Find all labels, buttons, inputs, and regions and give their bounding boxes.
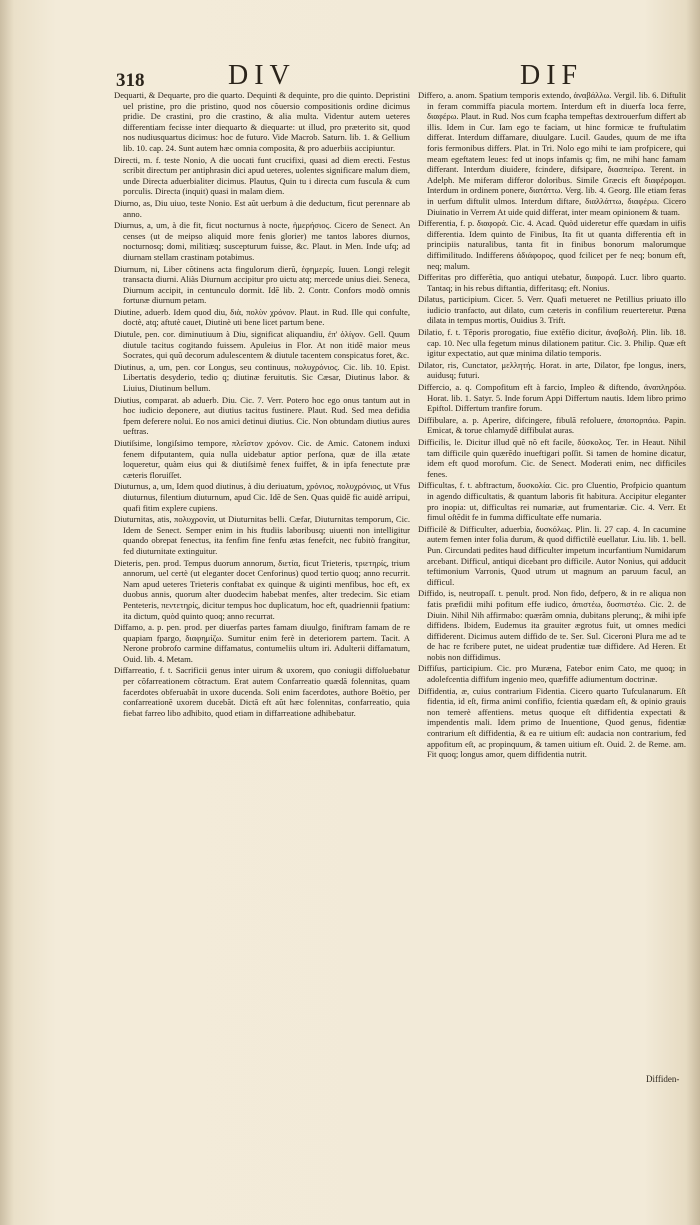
dictionary-entry: Diffido, is, neutropaſſ. t. penult. prod. Non fido, defpero, & in re aliqua non fatis præfidii mihi pofitum effe iudico, ἀπιστέω, δυσπιστέω. Cic. 2. de Diuin. Nihil Nih affirmabo: quærãm omnia, dubitans plerunq;, & mihi ipfe diffidens. Ibidem, Eudemus ita grauiter ægrotus fuit, ut omnes medici diffiderent. Dicimus autem diffido de te. Ser. Sul. Ciceroni Plura me ad te de hac re fcribere putet, ne uideat prudentiæ tuæ diffidere. Ad Heren. Et nobis non diffidimus. xyxy=(418,588,686,662)
dictionary-entry: Diffamo, a. p. pen. prod. per diuerfas partes famam diuulgo, finiftram famam de re quapiam fpargo, διαφημίζω. Sumitur enim ferè in deteriorem partem. Tacit. A Nerone probrofo carmine diffamatus, contumeliis ultum iri. Adulterii diffamatum, Ouid. lib. 4. Metam. xyxy=(114,622,410,664)
dictionary-entry: Diuturnus, a, um, Idem quod diutinus, à diu deriuatum, χρόνιος, πολυχρόνιος, ut Vfus diuturnus, filentium diuturnum, apud Cic. Idē de Sen. Quas quidē fic auidè arripui, quafi fitim explere cupiens. xyxy=(114,481,410,513)
dictionary-entry: Diuturnitas, atis, πολυχρονία, ut Diuturnitas belli. Cæfar, Diuturnitas temporum, Cic. Idem de Senect. Semper enim in his ftudiis laboribusq; uiuenti non intelligitur quando obrepat fenectus, ita fenfim fine fenfu ætas fenefcit, nec fubitò frangitur, fed diuturnitate extinguitur. xyxy=(114,514,410,556)
dictionary-entry: Diutinus, a, um, pen. cor Longus, seu continuus, πολυχρόνιος. Cic. lib. 10. Epist. Libertatis desyderio, tedio q; diutinæ feruitutis. Sic Cæsar, Diutinus labor. & Liuius, Diutinum bellum. xyxy=(114,361,410,394)
dictionary-entry: Dilator, ris, Cunctator, μελλητής. Horat. in arte, Dilator, fpe longus, iners, auidusq; futuri. xyxy=(418,359,686,381)
dictionary-entry: Directi, m. f. teste Nonio, A die uocati funt crucifixi, quasi ad diem erecti. Festus scribit directum per antiphrasin dici apud ueteres, uolentes significare malum diem, unde Directa aduerbialiter dicimus. Plautus, Quin tu i directa cum fuscula & cum porculis. Directa (inquit) quasi in malam diem. xyxy=(114,154,410,197)
dictionary-entry: Diffarreatio, f. t. Sacrificii genus inter uirum & uxorem, quo coniugii diffoluebatur per cõfarreationem cõtractum. Erat autem Confarreatio quædã folennitas, quam facerdotes obferuabãt in uxore ducenda. Soli enim facerdotes, authore Boëtio, per confarreationẽ uxorem ducebãt. Dictã eft aũt hæc folennitas, confarreatio, quia fiebat farreo libo adhibito, quod etiam in diffarreatione adhibebatur. xyxy=(114,665,410,718)
right-column xyxy=(418,90,686,761)
dictionary-entry: Difficilè & Difficulter, aduerbia, δυσκόλως. Plin. li. 27 cap. 4. In cacumine autem femen inter folia durum, & quod diffictilè euellatur. Liu. lib. 1. bell. Pun. Circundati pedites haud difficulter impetum incurfantium Numidarum arcebant. Difficul, antiqui dicebant pro difficile. Autor Nonius, qui adducit teftimonium Varronis, Quod utrum ut magnum an paruum facul, an difficul. xyxy=(418,523,686,587)
dictionary-entry: Diffibulare, a. p. Aperire, difcingere, fibulã refoluere, ἀποπορπάω. Papin. Emicat, & torue chlamydẽ diffibulat auras. xyxy=(418,414,686,436)
dictionary-entry: Dieteris, pen. prod. Tempus duorum annorum, διετία, ficut Trieteris, τριετηρίς, trium annorum, uel certè (ut eleganter docet Cenforinus) quod tertio quoq; anno recurrit. Nam apud ueteres Trieteris conftabat ex quinque & uiginti menfibus, hoc eft, ex duobus annis, quorum alter duodecim habebat menfes, alter tredecim. Sic etiam Penteteris, πεντετηρίς, dicitur tempus hoc duplicatum, hoc eft, quadriennii fpatium: ita dictum, quòd quinto quoq; anno recurrat. xyxy=(114,557,410,621)
dictionary-entry: Differcio, a. q. Compofitum eft à farcio, Impleo & diftendo, ἀναπληρόω. Horat. lib. 1. Satyr. 5. Inde forum Appi Differtum nautis. Idem libro primo Epiftol. Differtum tranfire forum. xyxy=(418,382,686,414)
catchword: Diffiden- xyxy=(646,1074,680,1084)
page-edge-shadow-right xyxy=(686,0,700,1225)
dictionary-entry: Diurnus, a, um, à die fit, ficut nocturnus à nocte, ἡμερήσιος. Cicero de Senect. An censes (ut de meipso aliquid more fenis glorier) me tantos labores diurnos, nocturnosq; domi, militiæq; suscepturum fuisse, &c. Plaut. in Men. Inde ufq; ad diurnam stellam crastinam potabimus. xyxy=(114,220,410,262)
left-column xyxy=(114,90,410,719)
dictionary-entry: Diutius, comparat. ab aduerb. Diu. Cic. 7. Verr. Potero hoc ego onus tantum aut in hoc iudicio deponere, aut diutius tacitus fustinere. Plaut. Rud. Sed mea defidia fpem deferere nolui. Eo nos amici detinui diutius. Cic. Non obtundam diutius aures ueftras. xyxy=(114,394,410,437)
dictionary-entry: Diutine, aduerb. Idem quod diu, διὰ, πολὺν χρόνον. Plaut. in Rud. Ille qui confulte, doctè, atq; aftutè cauet, Diutinè uti bene licet partum bene. xyxy=(114,306,410,328)
dictionary-entry: Diffiſus, participium. Cic. pro Muræna, Fatebor enim Cato, me quoq; in adolefcentia diffifum ingenio meo, quæfiffe adiumentum doctrinæ. xyxy=(418,663,686,685)
dictionary-entry: Dilatus, participium. Cicer. 5. Verr. Quafi metueret ne Petillius priuato illo iudicio tranfacto, aut dilato, cum cæteris in confilium reuerteretur. Pœna dilata in tempus mortis, Ouidius 3. Trift. xyxy=(418,294,686,326)
page-edge-shadow-left xyxy=(0,0,14,1225)
running-head-left: DIV xyxy=(228,60,296,91)
dictionary-entry: Difficultas, f. t. abftractum, δυσκολία. Cic. pro Cluentio, Profpicio quantum in agendo difficultatis, & quantum laboris fit habitura. Accipitur eleganter pro inopia: ut, difficultas rei numariæ, aut frumentariæ. Cic. 4. Verr. Et fimul oſtẽdit fe in fumma difficultate effe numaria. xyxy=(418,480,686,523)
dictionary-entry: Difficilis, le. Dicitur illud quẽ nõ eft facile, δύσκολος. Ter. in Heaut. Nihil tam difficile quin quærẽdo inueftigari poſſit. Si tamen de homine dicatur, idem eft quod morofum. Cic. de Senect. Moderati enim, nec difficiles fenes. xyxy=(418,437,686,479)
dictionary-entry: Diutule, pen. cor. diminutiuum à Diu, significat aliquandiu, ἐπ' ὀλίγον. Gell. Quum diutule tacitus cogitando fuissem. Apuleius in Flor. At non itidē maior meus Socrates, qui quũ decorum adulescentem & diutule tacentem conspicatus foret, &c. xyxy=(114,329,410,361)
page-number: 318 xyxy=(116,70,145,91)
dictionary-entry: Diurnum, ni, Liber cõtinens acta fingulorum dierũ, ἐφημερίς. Iuuen. Longi relegit transacta diurni. Aliàs Diurnum accipitur pro uictu atq; mercede unius diei. Seneca, Diurnum accipit, in centunculo dormit. Idē lib. 2. Contr. Confors modò omnis fortunæ diurnum petam. xyxy=(114,263,410,306)
dictionary-entry: Differentia, f. p. διαφορά. Cic. 4. Acad. Quòd uideretur effe quædam in uifis differentia. Idem quinto de Finibus, Ita fit ut quanta differentia eft in principiis naturalibus, tanta fit in finibus bonorum malorumque diffimilitudo. Indifferens ἀδιάφορος, quod fcilicet per fe neq; bonum eft, neq; malum. xyxy=(418,218,686,271)
dictionary-entry: Diutiſsime, longiſsimo tempore, πλεῖστον χρόνον. Cic. de Amic. Catonem induxi fenem difputantem, quia nulla uidebatur aptior perſona, quæ de illa ætate loqueretur, quàm eius qui & diutiſsimè fenex fuiffet, & in ipfa fenectute præ cæteris floruiſſet. xyxy=(114,438,410,480)
dictionary-entry: Diurno, as, Diu uiuo, teste Nonio. Est aũt uerbum à die deductum, ficut perennare ab anno. xyxy=(114,197,410,219)
dictionary-entry: Diffidentia, æ, cuius contrarium Fidentia. Cicero quarto Tufculanarum. Eſt fidentia, id eſt, firma animi confifio, fcientia quædam eſt, & opinio grauis non temerè affentiens. metus quoque eſt diffidentia expectati & impendentis mali. Idem primo de Inuentione, Quod genus, fidentiæ contrarium eſt diffidentia, & ea re uitium eſt: audacia non contrarium, fed appofitum eſt, ac propinquum, & tamen uitium eſt. Ouid. 2. de Reme. am. Fit quoq; longus amor, quem diffidentia nutrit. xyxy=(418,685,686,760)
running-head-right: DIF xyxy=(520,60,584,91)
dictionary-entry: Dequarti, & Dequarte, pro die quarto. Dequinti & dequinte, pro die quinto. Depristini uel pristine, pro die pristino, quod nos cõuersio compositionis ordine dicimus pridie. De crastini, pro die crastino, & alia multa. Videntur autem ueteres differentiam fecisse inter diequarto & diequarte: ut illud, pro præterito sit, quod nos nudiusquartus dicimus: hoc de futuro. Vide Macrob. Saturn. lib. 1. & Gellium lib. 10. cap. 24. Sunt autem hæc omnia composita, & pro aduerbiis accipiuntur. xyxy=(114,90,410,153)
dictionary-entry: Dilatio, f. t. Tẽporis prorogatio, fiue extẽfio dicitur, ἀναβολή. Plin. lib. 18. cap. 10. Nec ulla fegetum minus dilationem patitur. Cic. 3. Philip. Quæ eft igitur expectatio, aut quæ minima dilatio temporis. xyxy=(418,327,686,359)
dictionary-entry: Differo, a. anom. Spatium temporis extendo, ἀναβάλλω. Vergil. lib. 6. Diftulit in feram commiffa piacula mortem. Interdum eft in diuerfa loca ferre, διαφέρω. Plaut. in Rud. Nos cum fcapha tempeftas dextrouerfum differt ab illis. Idem in Cur. Iam ego te faciam, ut hinc formicæ te fruftulatim differat. Interdum diffamare, diuulgare. Lucil. Gaudes, quum de me ifta foris fermonibus differs. Plat. in Tri. Nolo ego mihi te iam profpicere, qui meam egeftatem leues: fed ut inops infamis q; fim, ne mihi hanc famam differant. Interdum diuidere, fcindere, difsipare, διασπείρω. Terent. in Adelph. Me miferam differor doloribus. Simile Græcis eft διαφέρομαι. Interdum in ordinem ponere, διατάττω. Verg. lib. 4. Georg. Ille etiam feras in uerfum diftulit ulmos. Interdum diftare, διαλλάττω, διαφέρω. Cicero Diuinatio in Verrem At uide quid differat, inter meam opinionem & tuam. xyxy=(418,90,686,217)
dictionary-entry: Differitas pro differẽtia, quo antiqui utebatur, διαφορά. Lucr. libro quarto. Tantaq; in his rebus diftantia, differitasq; eft. Nonius. xyxy=(418,272,686,293)
